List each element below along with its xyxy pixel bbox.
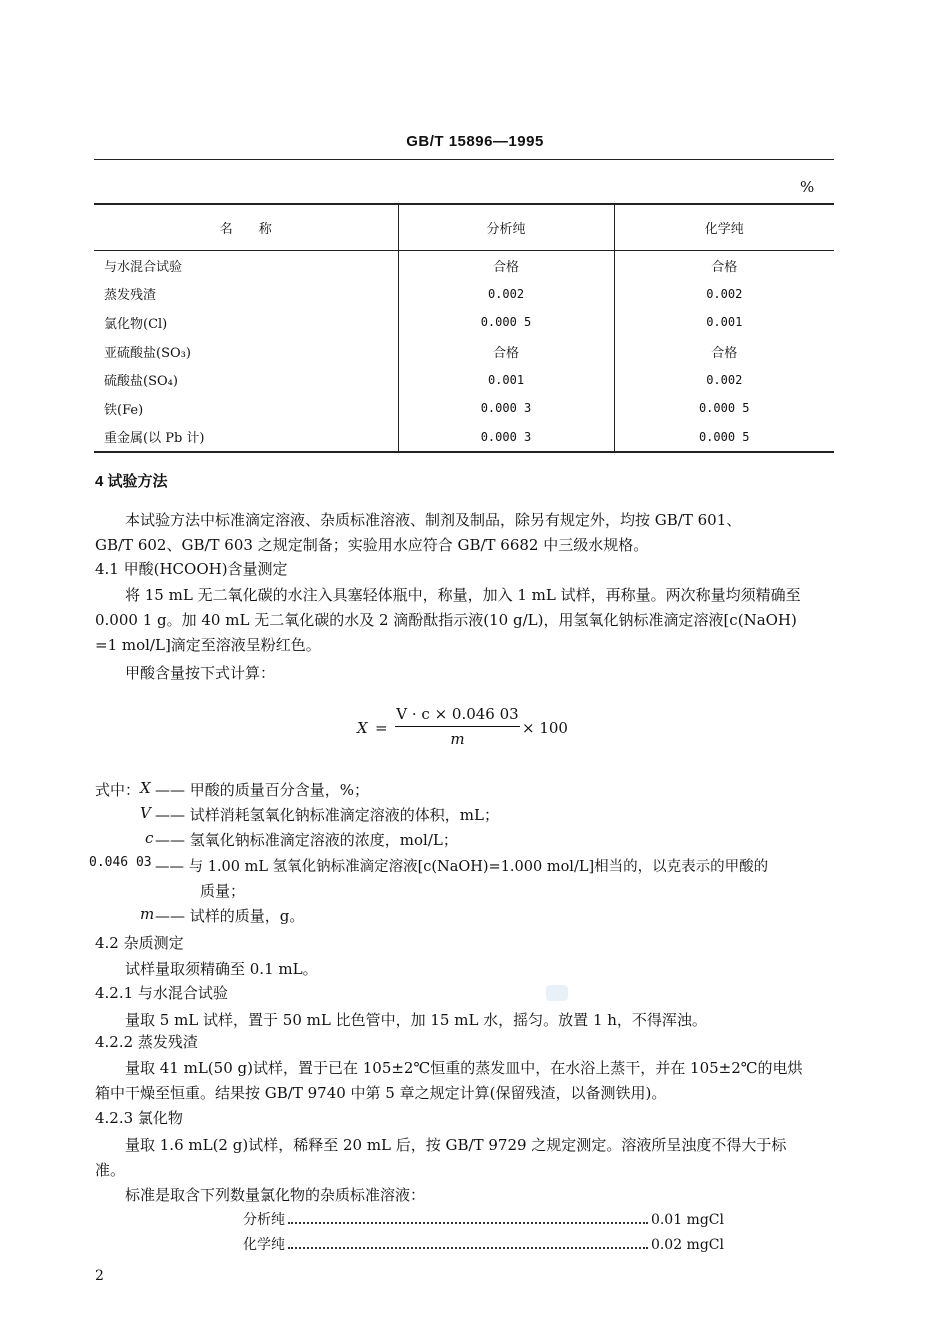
header-rule [94,159,834,160]
row-value-cp: 合格 [614,337,834,366]
section-4-2-title: 4.2 杂质测定 [95,934,184,952]
row-value-ar: 0.000 5 [398,308,614,337]
col-header-chemical-grade: 化学纯 [614,204,834,251]
definition-symbol: c [145,829,154,847]
section-4-1-para-line1: 将 15 mL 无二氧化碳的水注入具塞轻体瓶中，称量，加入 1 mL 试样，再称量。两次称量均须精确至 [125,586,801,604]
row-value-cp: 0.001 [614,308,834,337]
formula-factor: × 100 [522,719,568,737]
table-header-row [94,204,834,251]
table-row [94,280,834,309]
leader-dots [288,1247,648,1249]
section-4-intro-line1: 本试验方法中标准滴定溶液、杂质标准溶液、制剂及制品，除另有规定外，均按 GB/T 601、 [125,511,742,529]
section-4-2-3-para2: 标准是取含下列数量氯化物的杂质标准溶液： [125,1186,426,1204]
table-row [94,251,834,280]
standard-line-chemical [243,1234,724,1254]
section-4-1-para-line3: =1 mol/L]滴定至溶液呈粉红色。 [95,636,321,654]
definition-text: —— 试样的质量，g。 [155,907,305,925]
section-4-1-para-line2: 0.000 1 g。加 40 mL 无二氧化碳的水及 2 滴酚酞指示液(10 g/L)，用氢氧化钠标准滴定溶液[c(NaOH) [95,611,797,629]
row-name: 铁(Fe) [104,402,144,418]
formula-intro: 甲酸含量按下式计算： [125,664,276,682]
definition-row [95,829,835,854]
row-value-ar: 0.002 [398,280,614,309]
definition-symbol: V [140,804,151,822]
where-label: 式中： [95,781,141,799]
formula-equals: = [375,719,388,737]
row-value-cp: 0.000 5 [614,394,834,423]
definition-symbol: 0.046 03 [89,855,152,870]
table-row [94,308,834,337]
row-value-ar: 合格 [398,337,614,366]
row-name: 重金属(以 Pb 计) [94,423,398,453]
definition-row [89,855,835,880]
definition-symbol: X [140,779,151,797]
watermark-logo [546,985,568,1001]
standard-amount: 0.02 mgCl [650,1237,724,1253]
row-value-cp: 0.000 5 [614,423,834,453]
formula-formic-acid [0,705,950,755]
table-row [94,365,834,394]
row-value-cp: 合格 [614,251,834,280]
spec-table [94,203,834,453]
section-4-title: 4 试验方法 [95,473,168,490]
section-4-2-1-para: 量取 5 mL 试样，置于 50 mL 比色管中，加 15 mL 水，摇匀。放置 1 h，不得浑浊。 [125,1011,707,1029]
definition-row [95,779,835,804]
definition-row [95,905,835,930]
formula-fraction-bar [395,726,520,727]
leader-dots [288,1222,648,1224]
table-row [94,394,834,423]
section-4-2-para: 试样量取须精确至 0.1 mL。 [125,960,318,978]
standard-amount: 0.01 mgCl [650,1212,724,1228]
row-value-ar: 0.000 3 [398,394,614,423]
section-4-2-2-para-line1: 量取 41 mL(50 g)试样，置于已在 105±2℃恒重的蒸发皿中，在水浴上蒸干，并在 105±2℃的电烘 [125,1059,803,1077]
section-4-2-3-para-line1: 量取 1.6 mL(2 g)试样，稀释至 20 mL 后，按 GB/T 9729 之规定测定。溶液所呈浊度不得大于标 [125,1136,787,1154]
table-unit: % [800,178,815,196]
row-value-ar: 0.001 [398,365,614,394]
definition-text: —— 甲酸的质量百分含量，%； [155,781,370,799]
definition-text: —— 试样消耗氢氧化钠标准滴定溶液的体积，mL； [155,806,499,824]
section-4-2-2-para-line2: 箱中干燥至恒重。结果按 GB/T 9740 中第 5 章之规定计算(保留残渣，以备测铁用)。 [95,1084,667,1102]
row-value-cp: 0.002 [614,365,834,394]
definition-symbol: m [140,905,155,923]
row-name: 与水混合试验 [104,259,183,275]
row-name: 氯化物(Cl) [104,316,168,332]
definition-text: —— 氢氧化钠标准滴定溶液的浓度，mol/L； [155,831,458,849]
table-row [94,423,834,453]
row-name: 蒸发残渣 [104,288,157,304]
section-4-1-title: 4.1 甲酸(HCOOH)含量测定 [95,560,288,578]
col-header-name: 名 称 [94,204,398,251]
definition-text: —— 与 1.00 mL 氢氧化钠标准滴定溶液[c(NaOH)=1.000 mol/L]相当的，以克表示的甲酸的 [155,859,769,875]
section-4-2-3-para-line2: 准。 [95,1161,126,1179]
row-name: 硫酸盐(SO₄) [104,374,178,390]
table-row [94,337,834,366]
page-number: 2 [95,1268,104,1284]
formula-numerator: V · c × 0.046 03 [396,705,519,723]
section-4-2-2-title: 4.2.2 蒸发残渣 [95,1033,198,1051]
row-value-ar: 0.000 3 [398,423,614,453]
definition-row [95,880,835,905]
definition-text-continuation: 质量； [170,882,246,900]
section-4-2-1-title: 4.2.1 与水混合试验 [95,984,228,1002]
row-value-ar: 合格 [398,251,614,280]
row-name: 亚硫酸盐(SO₃) [104,345,191,361]
section-4-2-3-title: 4.2.3 氯化物 [95,1109,183,1127]
section-4-intro-line2: GB/T 602、GB/T 603 之规定制备；实验用水应符合 GB/T 6682 中三级水规格。 [95,536,649,554]
page-header-standard-code: GB/T 15896—1995 [406,133,544,150]
formula-lhs: X [357,719,368,737]
col-header-analytical-grade: 分析纯 [398,204,614,251]
row-value-cp: 0.002 [614,280,834,309]
standard-grade-label: 分析纯 [243,1212,285,1228]
standard-grade-label: 化学纯 [243,1237,285,1253]
standard-line-analytical [243,1209,724,1229]
formula-denominator: m [450,730,465,748]
definition-row [95,804,835,829]
